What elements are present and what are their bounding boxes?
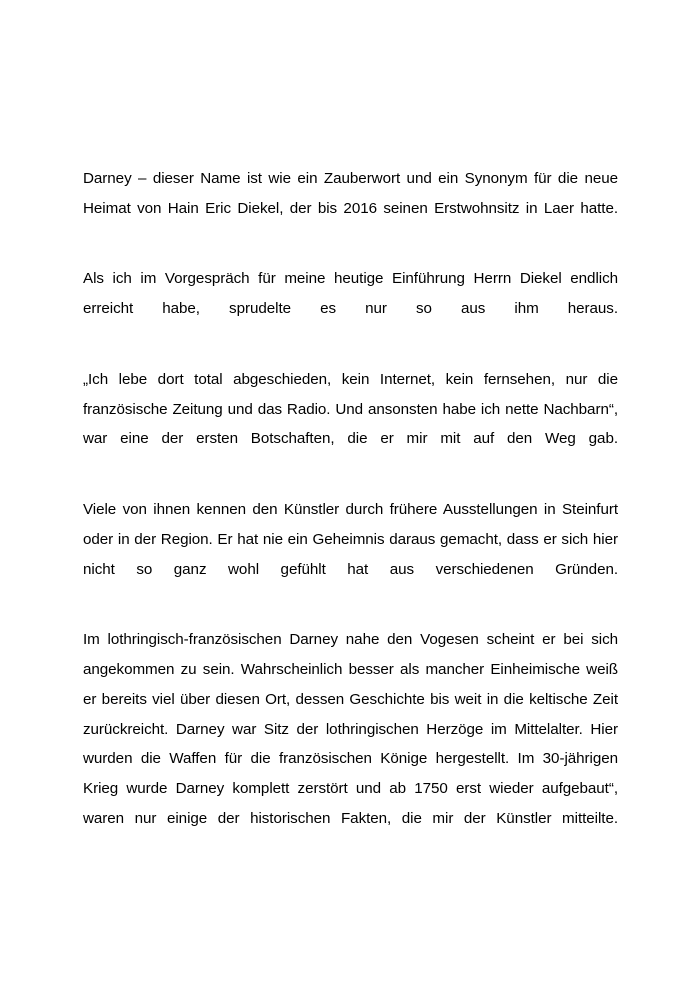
paragraph-quote-abgeschieden: „Ich lebe dort total abgeschieden, kein Internet, kein fernsehen, nur die französische Zeitung und das Radio. Und ansonsten habe ich nette Nachbarn“, war eine der ersten Botschaften, die er mir mit auf den Weg gab.	[83, 370, 618, 448]
paragraph-ausstellungen-steinfurt: Viele von ihnen kennen den Künstler durch frühere Ausstellungen in Steinfurt oder in der Region. Er hat nie ein Geheimnis daraus gemacht, dass er sich hier nicht so ganz wohl gefühlt hat aus verschiedenen Gründen.	[83, 500, 618, 578]
paragraph-geschichte-darney: Im lothringisch-französischen Darney nahe den Vogesen scheint er bei sich angekommen zu sein. Wahrscheinlich besser als mancher Einheimische weiß er bereits viel über diesen Ort, dessen Geschichte bis weit in die keltische Zeit zurückreicht. Darney war Sitz der lothringischen Herzöge im Mittelalter. Hier wurden die Waffen für die französischen Könige hergestellt. Im 30-jährigen Krieg wurde Darney komplett zerstört und ab 1750 erst wieder aufgebaut“, waren nur einige der historischen Fakten, die mir der Künstler mitteilte.	[83, 631, 618, 827]
document-text-column	[83, 164, 618, 864]
paragraph-intro-darney: Darney – dieser Name ist wie ein Zauberwort und ein Synonym für die neue Heimat von Hain Eric Diekel, der bis 2016 seinen Erstwohnsitz in Laer hatte.	[83, 170, 618, 217]
paragraph-vorgespraech: Als ich im Vorgespräch für meine heutige Einführung Herrn Diekel endlich erreicht habe, sprudelte es nur so aus ihm heraus.	[83, 270, 618, 318]
